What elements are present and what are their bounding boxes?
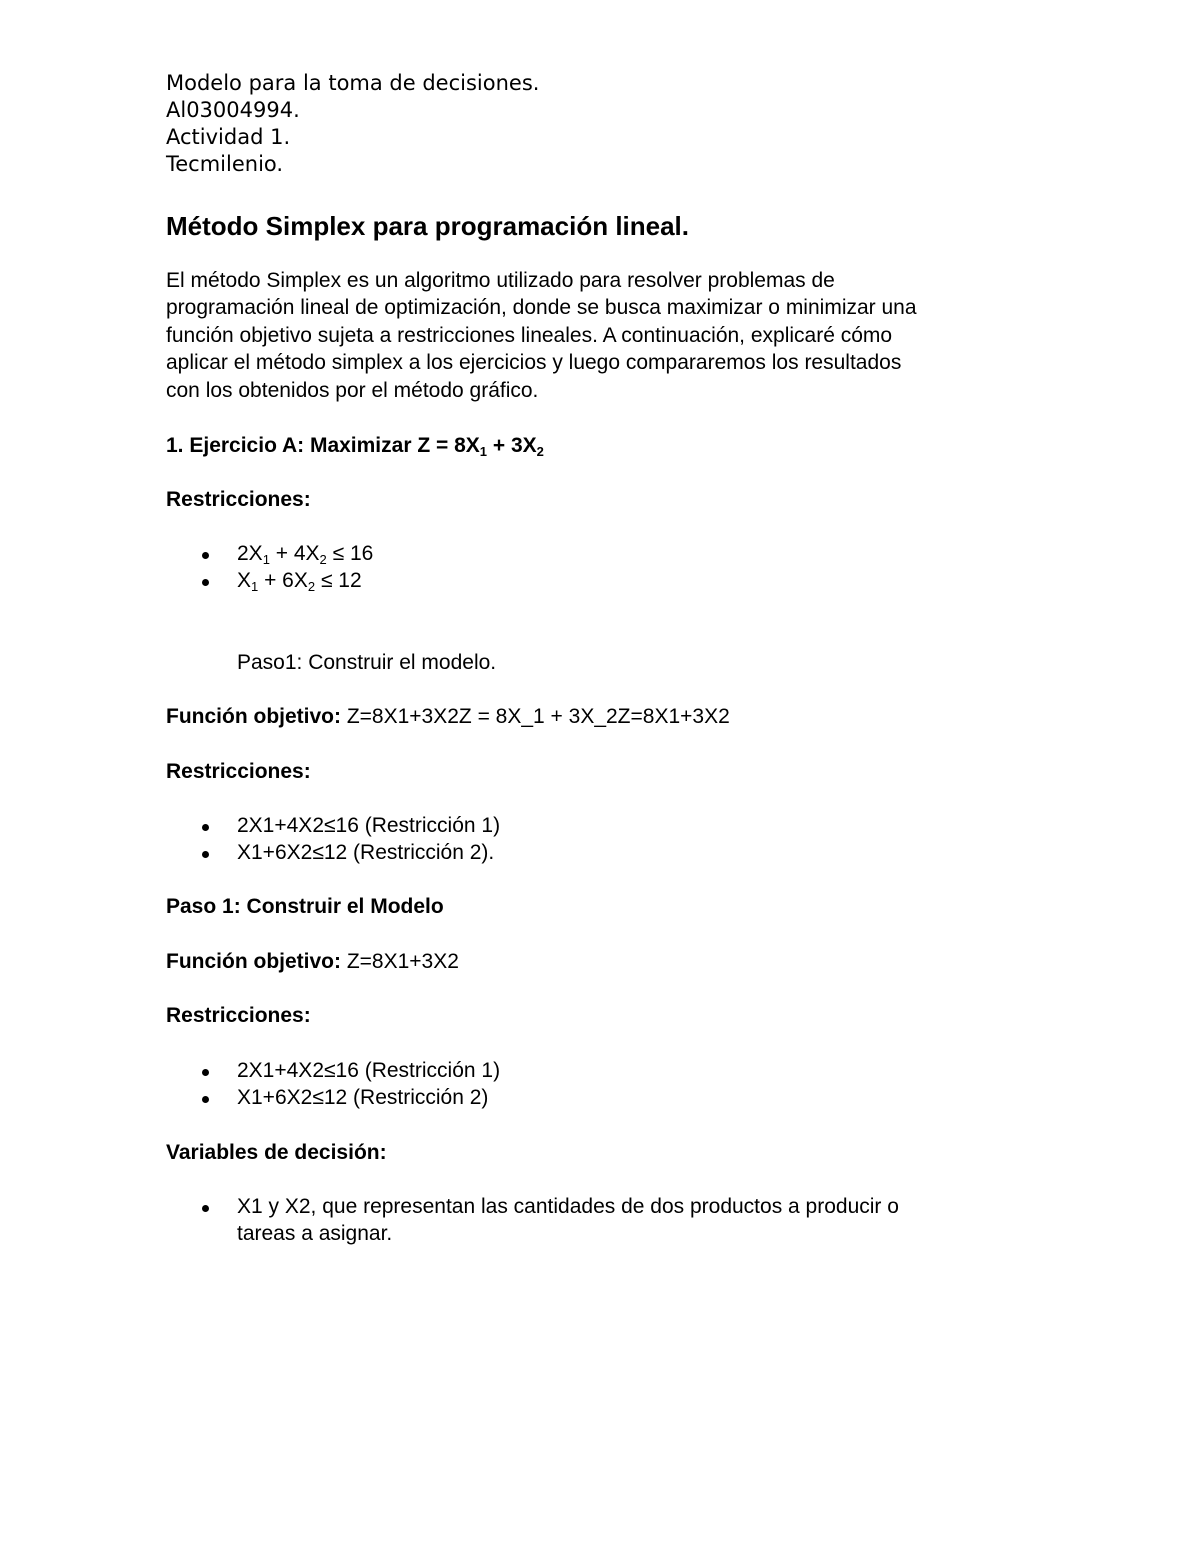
activity-name: Actividad 1.	[166, 125, 291, 149]
intro-line: con los obtenidos por el método gráfico.	[166, 378, 539, 402]
restricciones-label: Restricciones:	[166, 488, 311, 511]
exercise-a-heading: 1. Ejercicio A: Maximizar $Z = 8X_1 + 3X_2$	[166, 434, 544, 459]
document-title: Método Simplex para programación lineal.	[166, 211, 690, 241]
fo-value: Z=8X1+3X2	[340, 950, 459, 973]
restricciones-label: Restricciones:	[166, 760, 311, 783]
constraint-2: $X_1 + 6X_2 \le 12$	[237, 569, 362, 594]
bullet-icon	[202, 824, 209, 831]
variables-label: Variables de decisión:	[166, 1141, 387, 1164]
fo-label: Función objetivo:	[166, 950, 341, 973]
bullet-icon	[202, 1096, 209, 1103]
fo-value: Z=8X1+3X2Z = 8X_1 + 3X_2Z=8X1+3X2	[340, 705, 730, 728]
paso1-heading: Paso 1: Construir el Modelo	[166, 895, 444, 918]
bullet-icon	[202, 552, 209, 559]
fo-label: Función objetivo:	[166, 705, 341, 728]
intro-line: El método Simplex es un algoritmo utilizado para resolver problemas de	[166, 269, 835, 292]
intro-line: programación lineal de optimización, donde se busca maximizar o minimizar una	[166, 296, 917, 320]
constraint-text: X1+6X2≤12 (Restricción 2).	[237, 841, 495, 864]
document-header	[166, 70, 539, 178]
intro-line: función objetivo sujeta a restricciones lineales. A continuación, explicaré cómo	[166, 323, 893, 347]
bullet-icon	[202, 1069, 209, 1076]
intro-line: aplicar el método simplex a los ejercicios y luego compararemos los resultados	[166, 351, 902, 375]
restricciones-label: Restricciones:	[166, 1004, 311, 1027]
constraint-text: X1+6X2≤12 (Restricción 2)	[237, 1086, 489, 1109]
course-name: Modelo para la toma de decisiones.	[166, 71, 540, 95]
school-name: Tecmilenio.	[166, 152, 284, 176]
paso1-text: Paso1: Construir el modelo.	[237, 651, 497, 674]
bullet-icon	[202, 1205, 209, 1212]
variables-text: X1 y X2, que representan las cantidades de dos productos a producir o tareas a asignar.	[237, 1195, 899, 1245]
student-id: Al03004994.	[166, 98, 300, 122]
constraint-1: $2X_1 + 4X_2 \le 16$	[237, 542, 374, 567]
intro-paragraph	[166, 267, 1026, 404]
bullet-icon	[202, 851, 209, 858]
objective-function-2	[166, 948, 459, 975]
objective-function-1	[166, 703, 730, 730]
constraint-text: 2X1+4X2≤16 (Restricción 1)	[237, 1059, 501, 1082]
constraint-text: 2X1+4X2≤16 (Restricción 1)	[237, 814, 501, 837]
bullet-icon	[202, 579, 209, 586]
